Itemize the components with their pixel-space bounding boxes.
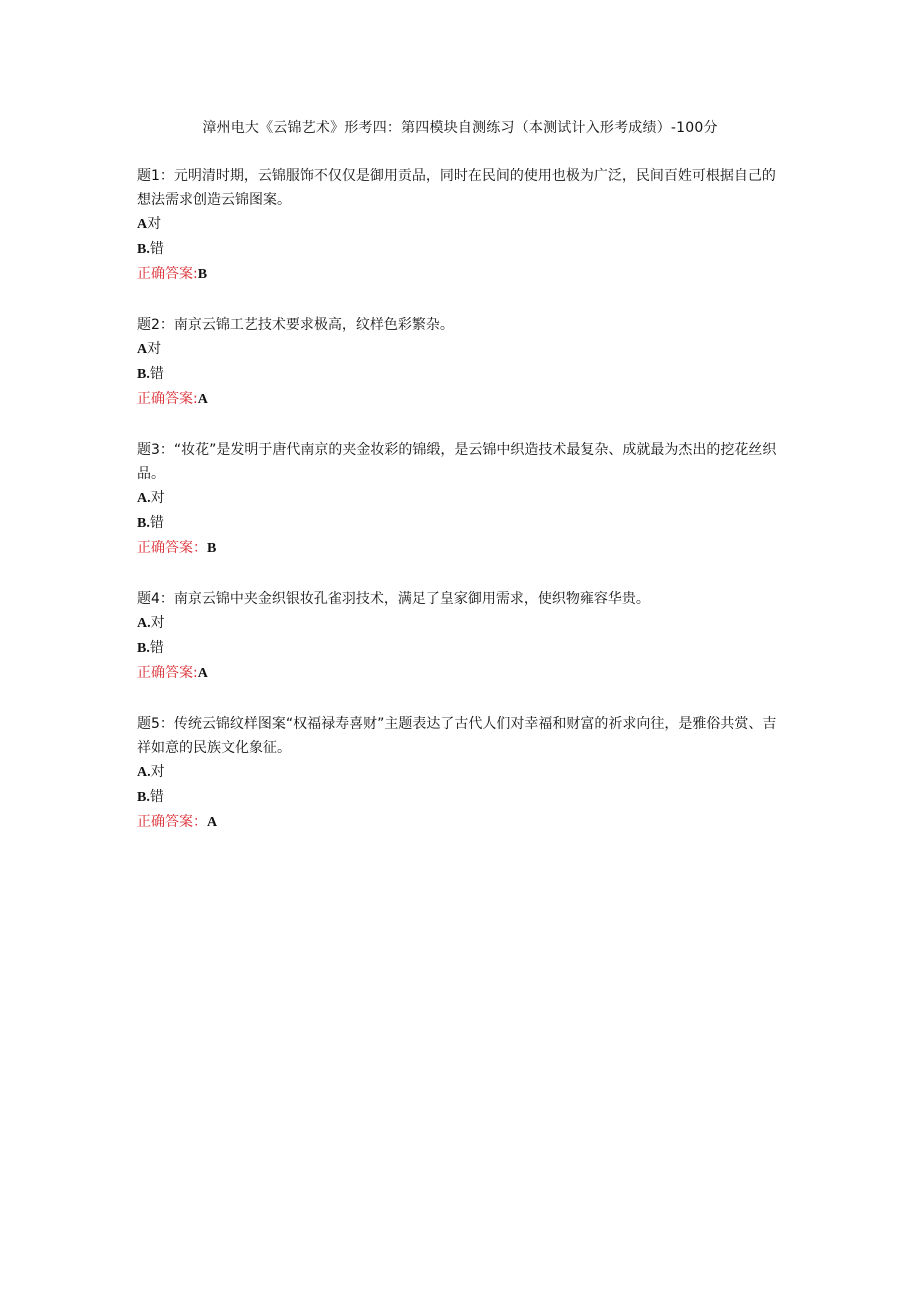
option-letter: B. — [137, 516, 150, 531]
answer-value: A — [197, 392, 208, 407]
option-letter: B. — [137, 367, 150, 382]
option-text: 错 — [149, 241, 164, 257]
option-b — [137, 636, 787, 661]
answer-label: 正确答案: — [137, 266, 198, 282]
option-letter: B. — [137, 790, 150, 805]
option-text: 对 — [147, 216, 162, 232]
question-text: 题2：南京云锦工艺技术要求极高，纹样色彩繁杂。 — [137, 317, 454, 333]
option-text: 错 — [149, 515, 164, 531]
answer-value: A — [197, 666, 208, 681]
answer-value: B — [207, 541, 217, 556]
option-b — [137, 785, 787, 810]
option-text: 错 — [149, 366, 164, 382]
option-a — [137, 337, 787, 362]
option-a — [137, 611, 787, 636]
option-a — [137, 212, 787, 237]
option-text: 错 — [149, 640, 164, 656]
question-text: 题5：传统云锦纹样图案“权福禄寿喜财”主题表达了古代人们对幸福和财富的祈求向往，是雅俗共赏、吉祥如意的民族文化象征。 — [137, 716, 777, 756]
correct-answer — [137, 262, 787, 287]
answer-label: 正确答案: — [137, 665, 198, 681]
option-b — [137, 511, 787, 536]
option-text: 错 — [149, 789, 164, 805]
question-4 — [137, 587, 787, 686]
option-b — [137, 237, 787, 262]
answer-value: B — [197, 267, 208, 282]
option-letter: A. — [137, 491, 151, 506]
option-text: 对 — [150, 490, 165, 506]
option-letter: B. — [137, 242, 150, 257]
correct-answer — [137, 387, 787, 412]
answer-label: 正确答案： — [137, 540, 207, 556]
option-letter: A. — [137, 616, 151, 631]
option-letter: B. — [137, 641, 150, 656]
question-text: 题3：“妆花”是发明于唐代南京的夹金妆彩的锦缎，是云锦中织造技术最复杂、成就最为杰出的挖花丝织品。 — [137, 442, 777, 482]
option-a — [137, 760, 787, 785]
question-5 — [137, 712, 787, 835]
option-text: 对 — [150, 764, 165, 780]
option-a — [137, 486, 787, 511]
question-3 — [137, 438, 787, 561]
option-letter: A — [137, 342, 148, 357]
correct-answer — [137, 661, 787, 686]
correct-answer — [137, 536, 787, 561]
option-text: 对 — [147, 341, 162, 357]
page-title: 漳州电大《云锦艺术》形考四：第四模块自测练习（本测试计入形考成绩）-100分 — [202, 120, 718, 136]
option-b — [137, 362, 787, 387]
question-2 — [137, 313, 787, 412]
option-letter: A — [137, 217, 148, 232]
option-letter: A. — [137, 765, 151, 780]
question-text: 题1：元明清时期，云锦服饰不仅仅是御用贡品，同时在民间的使用也极为广泛，民间百姓可根据自己的想法需求创造云锦图案。 — [137, 168, 776, 208]
question-1 — [137, 164, 787, 287]
option-text: 对 — [150, 615, 165, 631]
correct-answer — [137, 810, 787, 835]
question-text: 题4：南京云锦中夹金织银妆孔雀羽技术，满足了皇家御用需求，使织物雍容华贵。 — [137, 591, 650, 607]
answer-value: A — [207, 815, 218, 830]
answer-label: 正确答案： — [137, 814, 207, 830]
answer-label: 正确答案: — [137, 391, 198, 407]
question-list — [137, 164, 787, 861]
